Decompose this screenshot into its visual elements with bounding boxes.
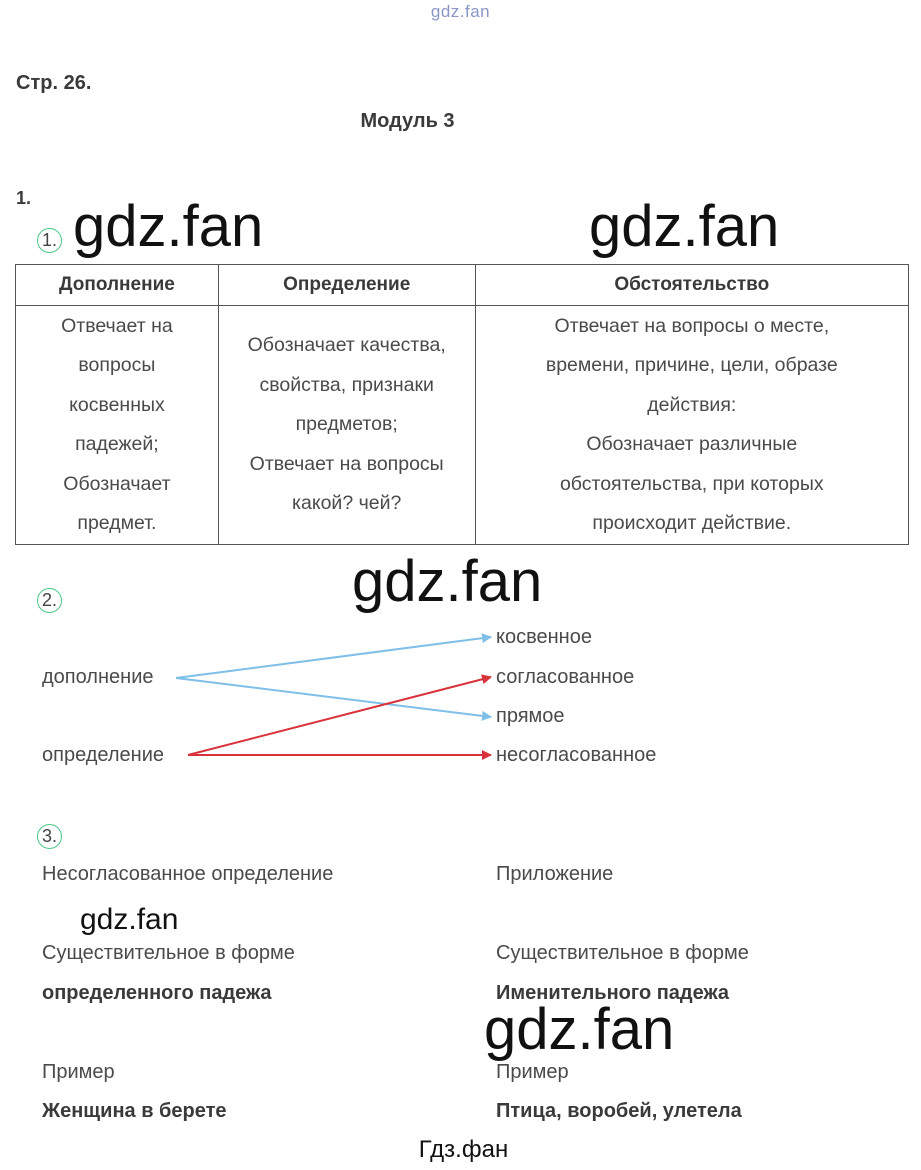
column-header-opredelenie: Определение (218, 265, 475, 306)
cell-line: предмет. (77, 512, 157, 534)
left-column-description-bold: определенного падежа (42, 982, 272, 1004)
left-column-example: Женщина в берете (42, 1100, 227, 1122)
cell-line: свойства, признаки (259, 373, 434, 396)
cell-line: Обозначает (63, 472, 171, 495)
column-header-dopolnenie: Дополнение (16, 265, 219, 306)
left-column-description: Существительное в форме (42, 942, 295, 964)
right-term-pryamoe: прямое (496, 705, 565, 727)
cell-line: Обозначает различные (586, 433, 798, 455)
cell-line: вопросы (78, 354, 156, 376)
right-column-example-label: Пример (496, 1061, 569, 1083)
watermark: gdz.fan (352, 549, 543, 614)
cell-line: падежей; (75, 433, 159, 455)
watermark: gdz.fan (80, 903, 179, 936)
right-column-title: Приложение (496, 863, 614, 885)
right-column-example: Птица, воробей, улетела (496, 1100, 742, 1122)
module-title: Модуль 3 (360, 110, 455, 132)
part-1-marker: 1. (37, 228, 62, 253)
left-term-dopolnenie: дополнение (42, 666, 154, 688)
right-term-kosvennoe: косвенное (496, 626, 592, 648)
page-number: Стр. 26. (16, 72, 92, 94)
watermark: gdz.fan (73, 194, 264, 259)
site-header-watermark: gdz.fan (430, 2, 491, 21)
watermark: gdz.fan (484, 997, 675, 1062)
cell-line: какой? чей? (292, 492, 402, 515)
left-term-opredelenie: определение (42, 744, 165, 766)
task-number: 1. (16, 188, 32, 208)
cell-line: Обозначает качества, (247, 334, 446, 357)
right-term-soglasovannoe: согласованное (496, 666, 635, 688)
cell-line: обстоятельства, при которых (559, 472, 824, 495)
footer-watermark: Гдз.фан (418, 1136, 509, 1163)
part-3-marker: 3. (37, 824, 62, 849)
watermark: gdz.fan (589, 194, 780, 259)
arrow-dopolnenie-pryamoe (176, 678, 491, 717)
cell-line: Отвечает на вопросы (249, 452, 444, 475)
cell-line: действия: (647, 393, 737, 416)
right-column-description-bold: Именительного падежа (496, 982, 730, 1004)
cell-line: Отвечает на (61, 314, 173, 337)
cell-line: предметов; (295, 413, 398, 436)
cell-line: времени, причине, цели, образе (545, 354, 838, 376)
right-term-nesoglasovannoe: несогласованное (496, 744, 657, 766)
cell-line: происходит действие. (592, 512, 792, 534)
cell-line: косвенных (69, 393, 165, 416)
column-header-obstoyatelstvo: Обстоятельство (475, 265, 908, 306)
arrow-dopolnenie-kosvennoe (176, 637, 491, 678)
cell-line: Отвечает на вопросы о месте, (554, 314, 830, 337)
right-column-description: Существительное в форме (496, 942, 749, 964)
left-column-example-label: Пример (42, 1061, 115, 1083)
part-2-marker: 2. (37, 588, 62, 613)
left-column-title: Несогласованное определение (42, 863, 334, 885)
arrow-opredelenie-soglasovannoe (188, 677, 491, 755)
